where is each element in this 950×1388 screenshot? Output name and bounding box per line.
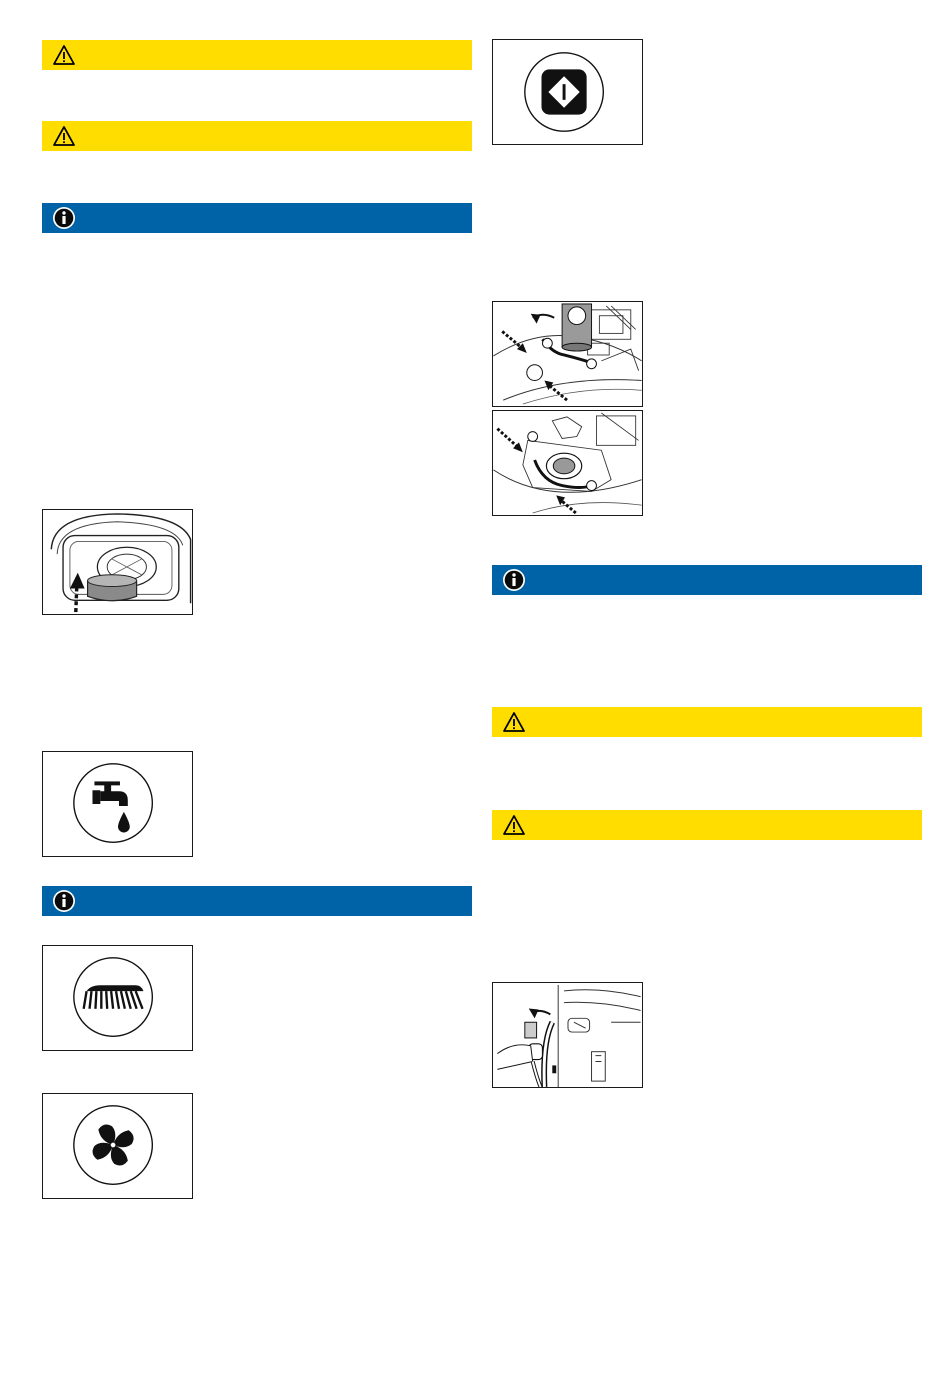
warning-triangle-icon bbox=[52, 124, 76, 148]
info-bar bbox=[42, 886, 472, 916]
figure-water-tap-symbol bbox=[42, 751, 193, 857]
figure-drain-hose bbox=[492, 982, 643, 1088]
filter-insert-illustration bbox=[43, 510, 192, 614]
figure-fan-symbol bbox=[42, 1093, 193, 1199]
fan-icon bbox=[43, 1094, 192, 1198]
info-circle-icon bbox=[502, 568, 526, 592]
warning-triangle-icon bbox=[502, 813, 526, 837]
start-button-icon bbox=[493, 40, 642, 144]
warning-triangle-icon bbox=[502, 710, 526, 734]
figure-filter-insert bbox=[42, 509, 193, 615]
info-bar bbox=[492, 565, 922, 595]
warning-bar bbox=[42, 121, 472, 151]
warning-bar bbox=[492, 707, 922, 737]
figure-start-button-symbol bbox=[492, 39, 643, 145]
water-tap-icon bbox=[43, 752, 192, 856]
squeegee-mount-illustration bbox=[493, 411, 642, 515]
info-bar bbox=[42, 203, 472, 233]
figure-squeegee-hose-top bbox=[492, 301, 643, 407]
squeegee-hose-illustration bbox=[493, 302, 642, 406]
warning-triangle-icon bbox=[52, 43, 76, 67]
drain-hose-illustration bbox=[493, 983, 642, 1087]
figure-squeegee-hose-bottom bbox=[492, 410, 643, 516]
brush-icon bbox=[43, 946, 192, 1050]
info-circle-icon bbox=[52, 889, 76, 913]
figure-brush-symbol bbox=[42, 945, 193, 1051]
warning-bar bbox=[492, 810, 922, 840]
warning-bar bbox=[42, 40, 472, 70]
info-circle-icon bbox=[52, 206, 76, 230]
